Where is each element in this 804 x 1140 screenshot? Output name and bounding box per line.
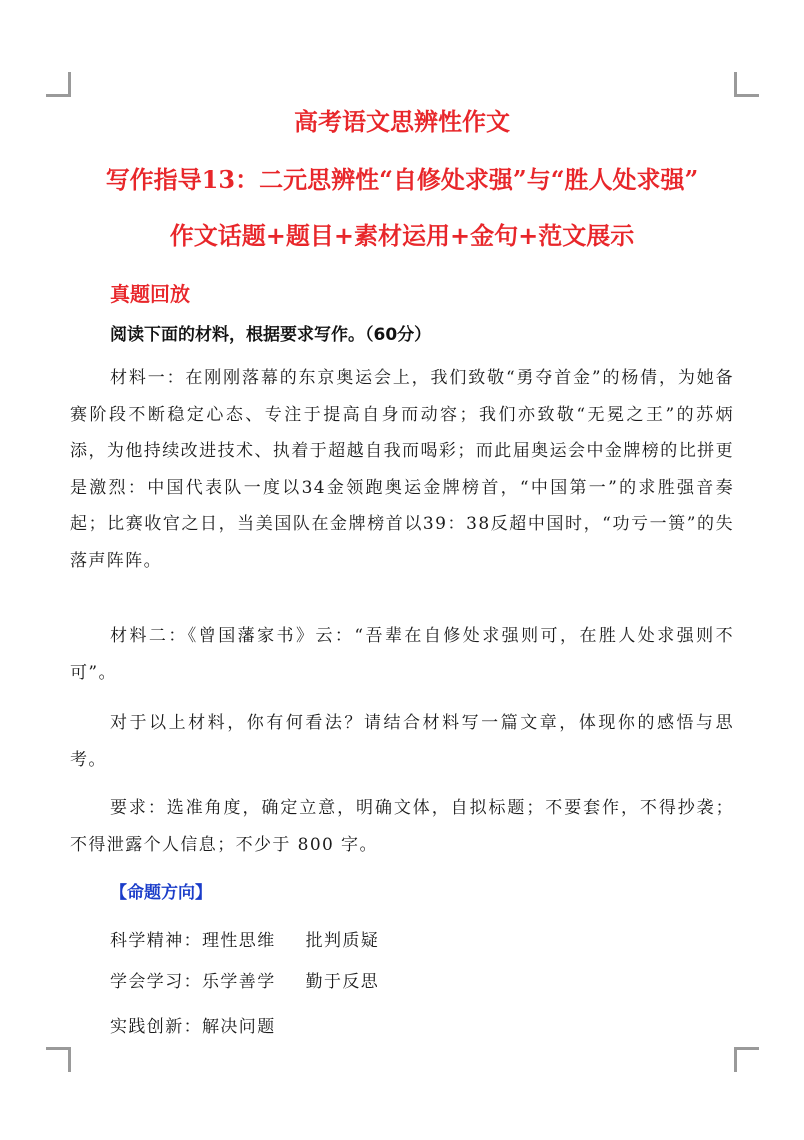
- direction-item: [110, 926, 379, 951]
- material-paragraph-1: 材料一：在刚刚落幕的东京奥运会上，我们致敬“勇夺首金”的杨倩，为她备赛阶段不断稳定心态、专注于提高自身而动容；我们亦致敬“无冕之王”的苏炳添，为他持续改进技术、执着于超越自我而喝彩；而此届奥运会中金牌榜的比拼更是激烈：中国代表队一度以34金领跑奥运金牌榜首，“中国第一”的求胜强音奏起；比赛收官之日，当美国队在金牌榜首以39：38反超中国时，“功亏一篑”的失落声阵阵。: [70, 368, 734, 571]
- direction-extra: 批判质疑: [305, 931, 380, 951]
- instruction: 阅读下面的材料，根据要求写作。（60分）: [110, 325, 432, 345]
- direction-label: 科学精神：理性思维: [110, 931, 276, 951]
- corner-mark-top-right: [734, 72, 759, 97]
- direction-extra: 勤于反思: [305, 972, 380, 992]
- direction-label: 实践创新：解决问题: [110, 1017, 276, 1037]
- direction-item: [110, 967, 379, 992]
- document-subtitle: 写作指导13：二元思辨性“自修处求强”与“胜人处求强”: [105, 165, 699, 194]
- requirements-paragraph: 要求：选准角度，确定立意，明确文体，自拟标题；不要套作，不得抄袭；不得泄露个人信息；不少于 800 字。: [70, 798, 734, 855]
- material-paragraph-2: 材料二：《曾国藩家书》云：“吾辈在自修处求强则可，在胜人处求强则不可”。: [70, 626, 734, 683]
- corner-mark-top-left: [46, 72, 71, 97]
- direction-heading: 【命题方向】: [110, 883, 212, 903]
- corner-mark-bottom-right: [734, 1047, 759, 1072]
- corner-mark-bottom-left: [46, 1047, 71, 1072]
- prompt-paragraph: 对于以上材料，你有何看法？请结合材料写一篇文章，体现你的感悟与思考。: [70, 713, 734, 770]
- document-title: 高考语文思辨性作文: [294, 107, 510, 136]
- section-heading: 真题回放: [110, 282, 190, 306]
- direction-label: 学会学习：乐学善学: [110, 972, 276, 992]
- document-subtitle-2: 作文话题+题目+素材运用+金句+范文展示: [169, 221, 635, 250]
- direction-item: [110, 1012, 276, 1037]
